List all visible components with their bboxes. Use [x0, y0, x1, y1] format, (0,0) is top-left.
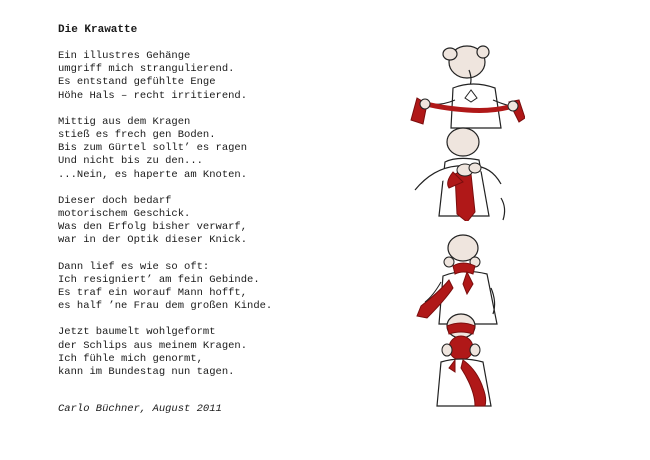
cartoon-figure-holding-tie-icon	[405, 40, 525, 135]
poem-line: motorischem Geschick.	[58, 208, 191, 221]
poem-body	[58, 50, 388, 392]
poem-line: Jetzt baumelt wohlgeformt	[58, 326, 216, 339]
stanza-4	[58, 261, 388, 314]
poem-line: Ein illustres Gehänge	[58, 50, 191, 62]
author-signature: Carlo Büchner, August 2011	[58, 403, 222, 415]
stanza-1	[58, 50, 388, 103]
poem-line: der Schlips aus meinem Kragen.	[58, 339, 248, 352]
poem-line: Ich fühle mich genormt,	[58, 352, 203, 365]
poem-line: war in der Optik dieser Knick.	[58, 234, 248, 247]
poem-line: Höhe Hals – recht irritierend.	[58, 89, 248, 102]
poem-title: Die Krawatte	[58, 24, 138, 36]
stanza-3	[58, 195, 388, 248]
poem-line: umgriff mich strangulierend.	[58, 63, 235, 76]
cartoon-figure-wrapped-in-tie-icon	[405, 312, 525, 408]
stanza-2	[58, 116, 388, 182]
poem-line: Bis zum Gürtel sollt’ es ragen	[58, 142, 248, 155]
poem-line: Mittig aus dem Kragen	[58, 115, 191, 128]
poem-line: Es traf ein worauf Mann hofft,	[58, 287, 248, 300]
poem-line: Was den Erfolg bisher verwarf,	[58, 221, 248, 234]
poem-line: stieß es frech gen Boden.	[58, 129, 216, 142]
cartoon-figure-tying-knot-icon	[405, 126, 525, 221]
poem-line: Und nicht bis zu den...	[58, 155, 203, 168]
stanza-5	[58, 326, 388, 379]
poem-line: Dann lief es wie so oft:	[58, 260, 210, 273]
poem-line: Es entstand gefühlte Enge	[58, 76, 216, 89]
poem-line: es half ’ne Frau dem großen Kinde.	[58, 300, 273, 313]
poem-line: Dieser doch bedarf	[58, 194, 172, 207]
poem-line: Ich resigniert’ am fein Gebinde.	[58, 273, 260, 286]
poem-line: kann im Bundestag nun tagen.	[58, 366, 235, 379]
poem-line: ...Nein, es haperte am Knoten.	[58, 168, 248, 181]
